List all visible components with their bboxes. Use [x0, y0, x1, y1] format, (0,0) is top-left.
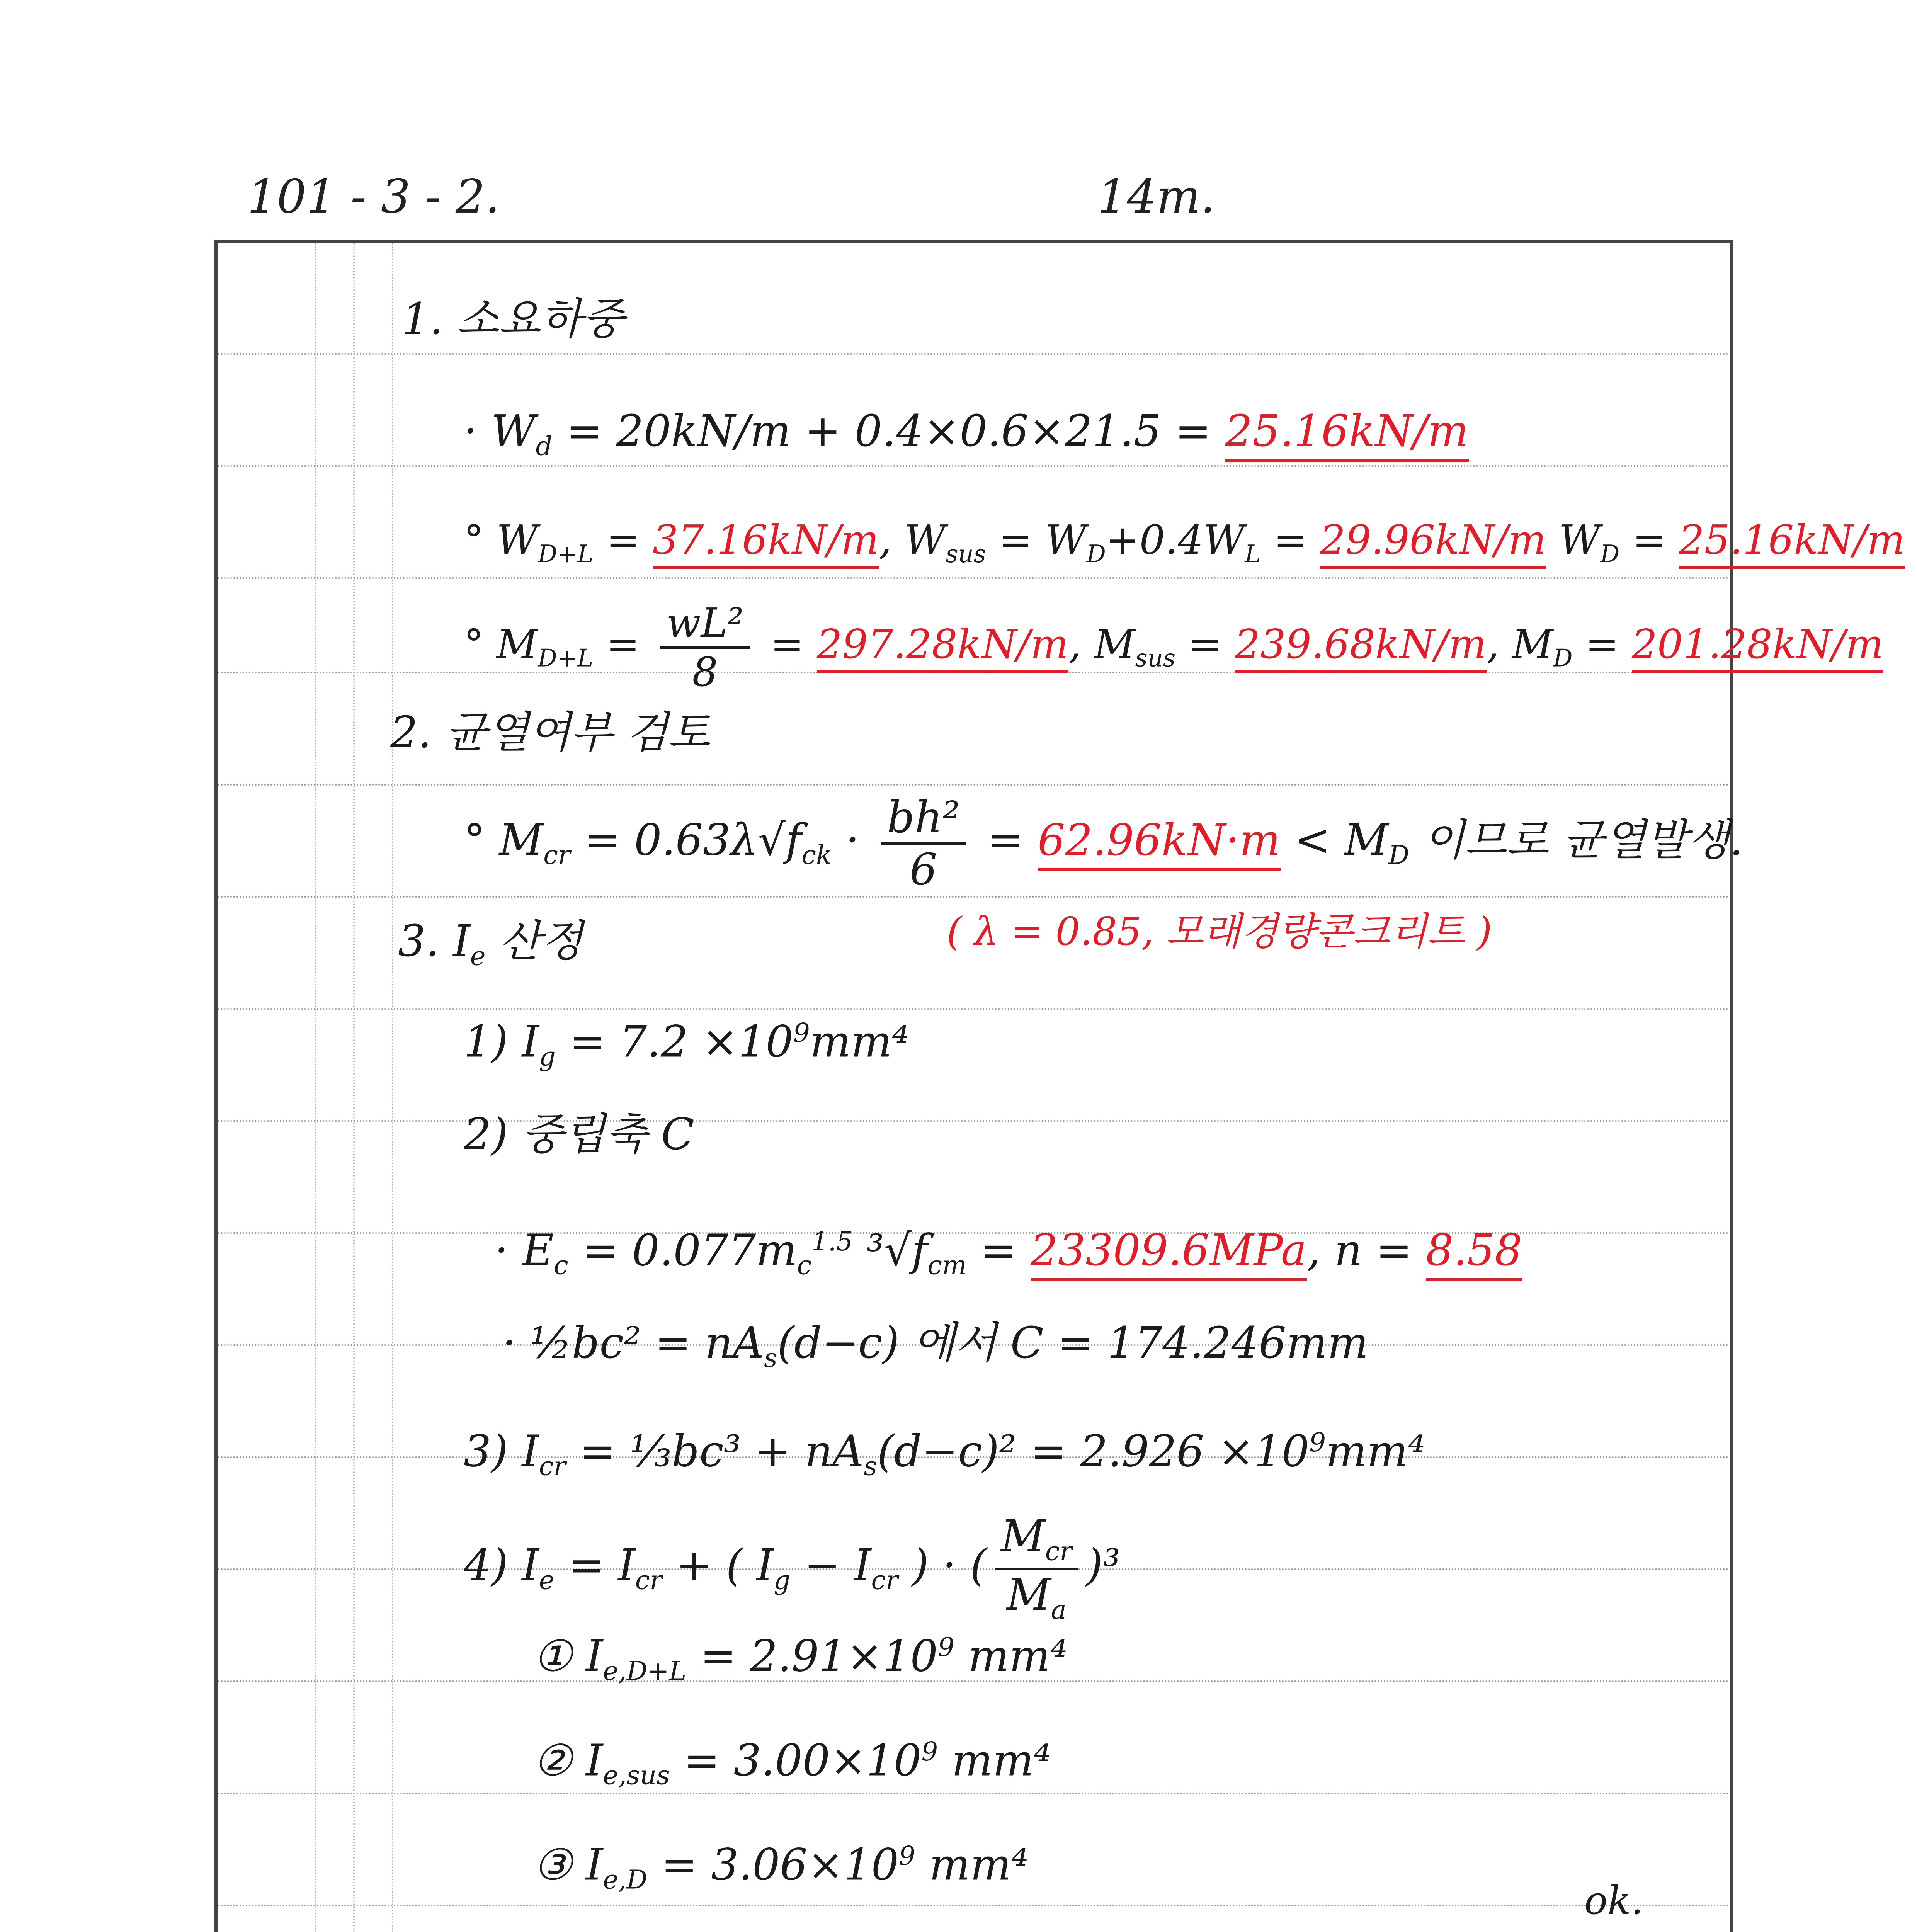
ok-mark: ok. — [1584, 1878, 1643, 1923]
page-code: 101 - 3 - 2. — [247, 170, 500, 224]
rule-line — [218, 1120, 1730, 1122]
wd-value: 25.16kN/m — [1225, 406, 1468, 462]
line-ig: 1) $I_g = 7.2 \times 10^9mm^4$ — [464, 1017, 909, 1072]
line-mcr: ° $M_{cr} = 0.63\lambda√f_{ck}$ · $\frac{\text{bh²}}{6}$ = $62.96kN\cdot m < M_D$ 이므로 균열발생. — [464, 793, 1744, 895]
line-ie-sus: ② $I_{e,sus} = 3.00\times 10^9$ mm⁴ — [533, 1735, 1051, 1791]
line-neutral-axis: 2) 중립축 C — [464, 1109, 694, 1160]
mcr-fraction: $\frac{\text{bh²}}{6}$ — [881, 796, 966, 891]
margin-line — [353, 243, 355, 1932]
rule-line — [218, 896, 1730, 898]
margin-line — [392, 243, 393, 1932]
section-1-title: 1. 소요하중 — [402, 294, 624, 344]
line-wdl: ° $W_{D+L} = 37.16kN/m$, $W_{sus} = W_D+0.4W_L = 29.96kN/m$ $W_D = 25.16kN/m$ — [464, 520, 1905, 566]
line-ie-dl: ① $I_{e,D+L} = 2.91\times 10^9$ mm⁴ — [533, 1631, 1068, 1686]
line-c: · ½bc² = $nA_s(d-c)$ 에서 C = 174.246mm — [502, 1318, 1369, 1373]
lambda-note: ( λ = 0.85, 모래경량콘크리트 ) — [947, 909, 1492, 954]
line-wd: · $W_d = 20kN/m + 0.4\times 0.6\times 21.5 = 25.16kN/m$ — [464, 406, 1469, 461]
rule-line — [218, 1905, 1730, 1906]
margin-line — [315, 243, 316, 1932]
line-icr: 3) $I_{cr}$ = ⅓bc³ + $nA_s(d-c)^2 = 2.926 \times 10^9mm^4$ — [464, 1426, 1425, 1481]
rule-line — [218, 1793, 1730, 1794]
span-length: 14m. — [1097, 170, 1215, 224]
rule-line — [218, 784, 1730, 786]
rule-line — [218, 353, 1730, 355]
rule-line — [218, 1008, 1730, 1010]
line-ec: · $E_c = 0.077m_c^{1.5}$ $^3√f_{cm} = 23309.6MPa$, n = 8.58 — [495, 1225, 1522, 1281]
line-ie-d: ③ $I_{e,D} = 3.06\times 10^9$ mm⁴ — [533, 1840, 1029, 1895]
rule-line — [218, 577, 1730, 579]
line-ie: 4) $I_e = I_{cr}$ + ( $I_g - I_{cr}$ ) · ( $\frac{M_{cr}}{M_a}$ )³ — [464, 1511, 1121, 1625]
moment-fraction: $\frac{\text{wL²}}{8}$ — [660, 603, 750, 692]
ie-fraction: $\frac{M_{cr}}{M_a}$ — [995, 1515, 1078, 1623]
line-moment: ° $M_{D+L}$ = $\frac{\text{wL²}}{8}$ = 297.28kN/m, $M_{sus} = 239.68kN/m$, $M_D = 201.28kN/m$ — [464, 599, 1884, 696]
section-3-title: 3. $I_e$ 산정 — [398, 916, 583, 971]
section-2-title: 2. 균열여부 검토 — [390, 707, 710, 758]
rule-line — [218, 465, 1730, 467]
